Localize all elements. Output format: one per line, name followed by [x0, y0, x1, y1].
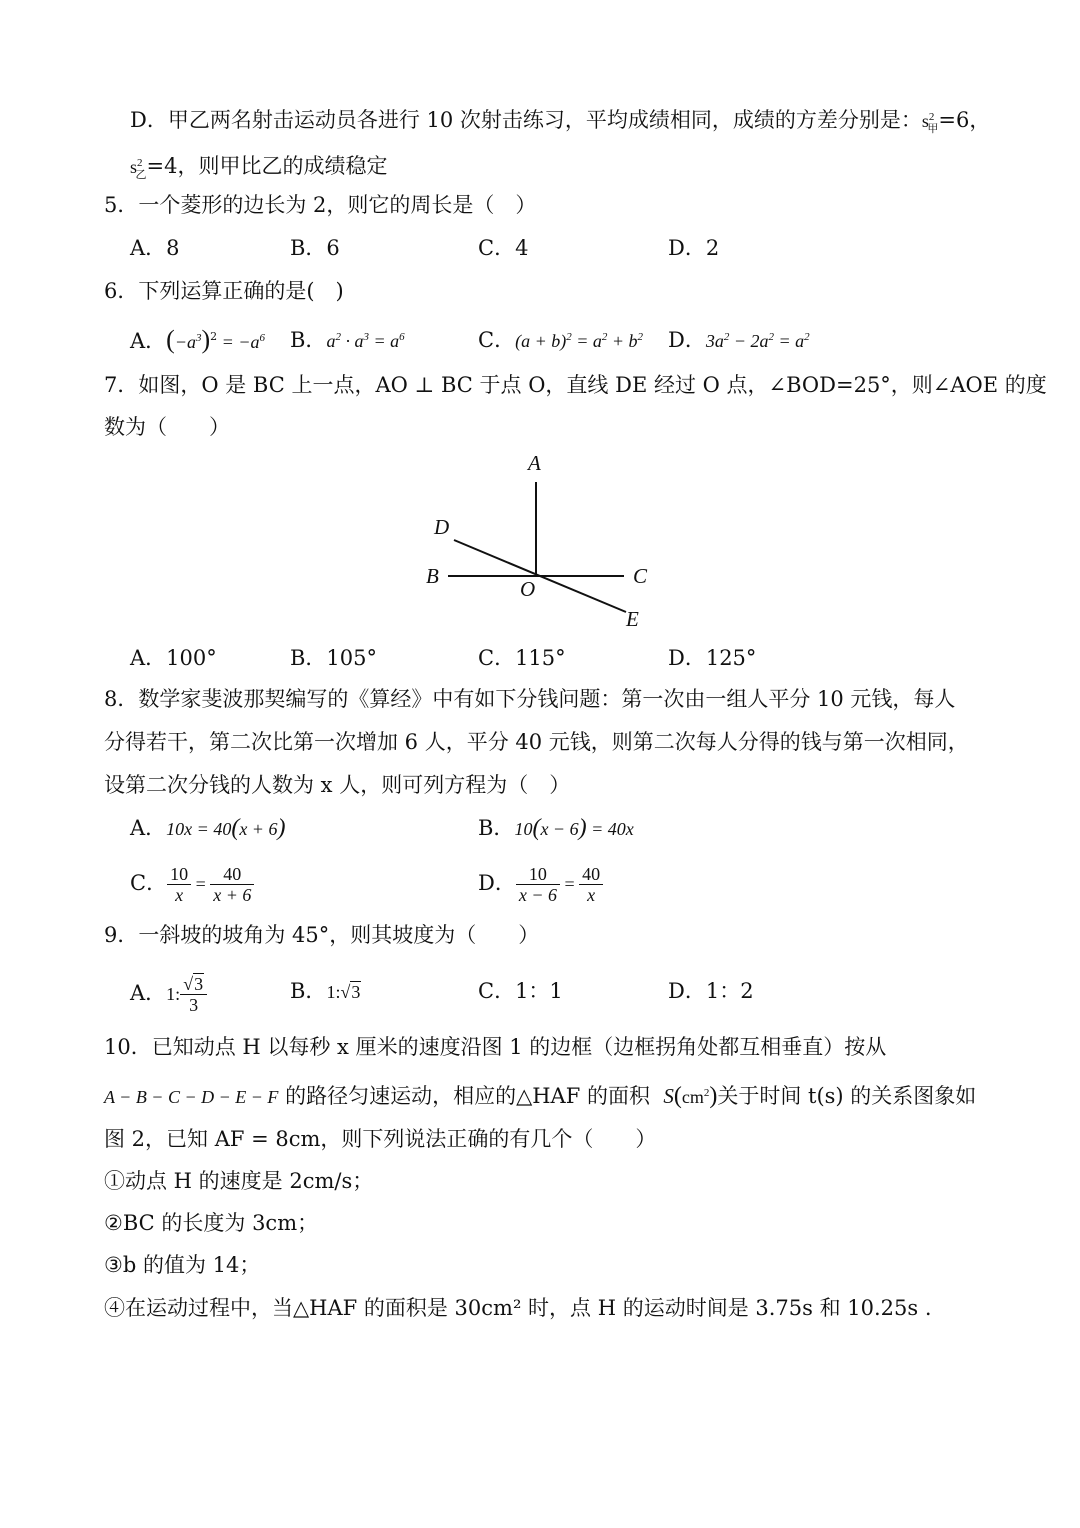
q4-option-d: D．甲乙两名射击运动员各进行 10 次射击练习，平均成绩相同，成绩的方差分别是：$s^2_甲=6$， [130, 108, 991, 135]
q6-stem: 6．下列运算正确的是( ) [104, 279, 344, 303]
q5-option-b: B．6 [290, 236, 340, 260]
label-c: C [633, 564, 648, 588]
q7-option-c: C．115° [478, 646, 566, 670]
q7-option-d: D．125° [668, 646, 757, 670]
q7-option-a: A．100° [130, 646, 217, 670]
q5-option-c: C．4 [478, 236, 529, 260]
q9-option-d: D．1：2 [668, 979, 754, 1003]
q4d-value-jia: =6， [938, 108, 991, 132]
q4d-text-2: =4，则甲比乙的成绩稳定 [146, 154, 388, 178]
q5-stem: 5．一个菱形的边长为 2，则它的周长是（ ） [104, 193, 537, 217]
label-d: D [434, 515, 450, 539]
q7-stem-1: 7．如图，O 是 BC 上一点，AO ⊥ BC 于点 O，直线 DE 经过 O 点，∠BOD=25°，则∠AOE 的度 [104, 373, 1047, 397]
q8-option-d: D． $\frac{10}{x - 6}$ = $\frac{40}{x}$ [478, 864, 603, 905]
q10-statement-3: ③b 的值为 14； [104, 1253, 261, 1277]
q7-figure [420, 448, 660, 638]
q10-statement-1: ①动点 H 的速度是 2cm/s； [104, 1169, 374, 1193]
q8-stem-1: 8．数学家斐波那契编写的《算经》中有如下分钱问题：第一次由一组人平分 10 元钱，每人 [104, 687, 956, 711]
q8-stem-3: 设第二次分钱的人数为 x 人，则可列方程为（ ） [104, 773, 571, 797]
q7-option-b: B．105° [290, 646, 378, 670]
label-e: E [626, 607, 639, 631]
q9-option-c: C．1：1 [478, 979, 563, 1003]
q9-stem: 9．一斜坡的坡角为 45°，则其坡度为（ ） [104, 923, 540, 947]
q4d-text: D．甲乙两名射击运动员各进行 10 次射击练习，平均成绩相同，成绩的方差分别是： [130, 108, 922, 132]
q6-option-d: D．$3a^2 - 2a^2 = a^2$ [668, 328, 810, 352]
q10-stem-3: 图 2，已知 AF = 8cm，则下列说法正确的有几个（ ） [104, 1127, 657, 1151]
q10-stem-2-text-b: 关于时间 t(s) 的关系图象如 [717, 1084, 977, 1108]
q10-statement-2: ②BC 的长度为 3cm； [104, 1211, 319, 1235]
label-b: B [426, 564, 439, 588]
q8-option-c: C． $\frac{10}{x}$ = $\frac{40}{x + 6}$ [130, 864, 254, 905]
q6-option-c: C．$(a + b)^2 = a^2 + b^2$ [478, 328, 644, 352]
q5-option-a: A．8 [130, 236, 180, 260]
q8-option-b: B．10(x − 6) = 40x [478, 815, 634, 841]
q6-option-a: A．$(-a^3)^2 = -a^6$ [130, 325, 265, 354]
q9-option-b: B．1:√3 [290, 979, 361, 1003]
label-a: A [528, 451, 541, 475]
q10-stem-1: 10．已知动点 H 以每秒 x 厘米的速度沿图 1 的边框（边框拐角处都互相垂直）按从 [104, 1035, 887, 1059]
q9-option-a: A．1: $\frac{√3}{3}$ [130, 974, 207, 1015]
q8-stem-2: 分得若干，第二次比第一次增加 6 人，平分 40 元钱，则第二次每人分得的钱与第一次相同， [104, 730, 969, 754]
q8-option-a: A．10x = 40(x + 6) [130, 815, 286, 841]
q5-option-d: D．2 [668, 236, 720, 260]
label-o: O [520, 577, 536, 601]
q6-option-b: B．$a^2 \cdot a^3 = a^6$ [290, 328, 405, 352]
q4-option-d-cont: $s^2_乙=4$，则甲比乙的成绩稳定 [130, 154, 388, 181]
q10-statement-4: ④在运动过程中，当△HAF 的面积是 30cm² 时，点 H 的运动时间是 3.75s 和 10.25s . [104, 1296, 932, 1320]
q10-stem-2-text: 的路径匀速运动，相应的△HAF 的面积 [285, 1084, 650, 1108]
q7-stem-2: 数为（ ） [104, 415, 230, 439]
q10-stem-2: A − B − C − D − E − F 的路径匀速运动，相应的△HAF 的面积 $S(cm^2)$关于时间 t(s) 的关系图象如 [104, 1083, 977, 1109]
